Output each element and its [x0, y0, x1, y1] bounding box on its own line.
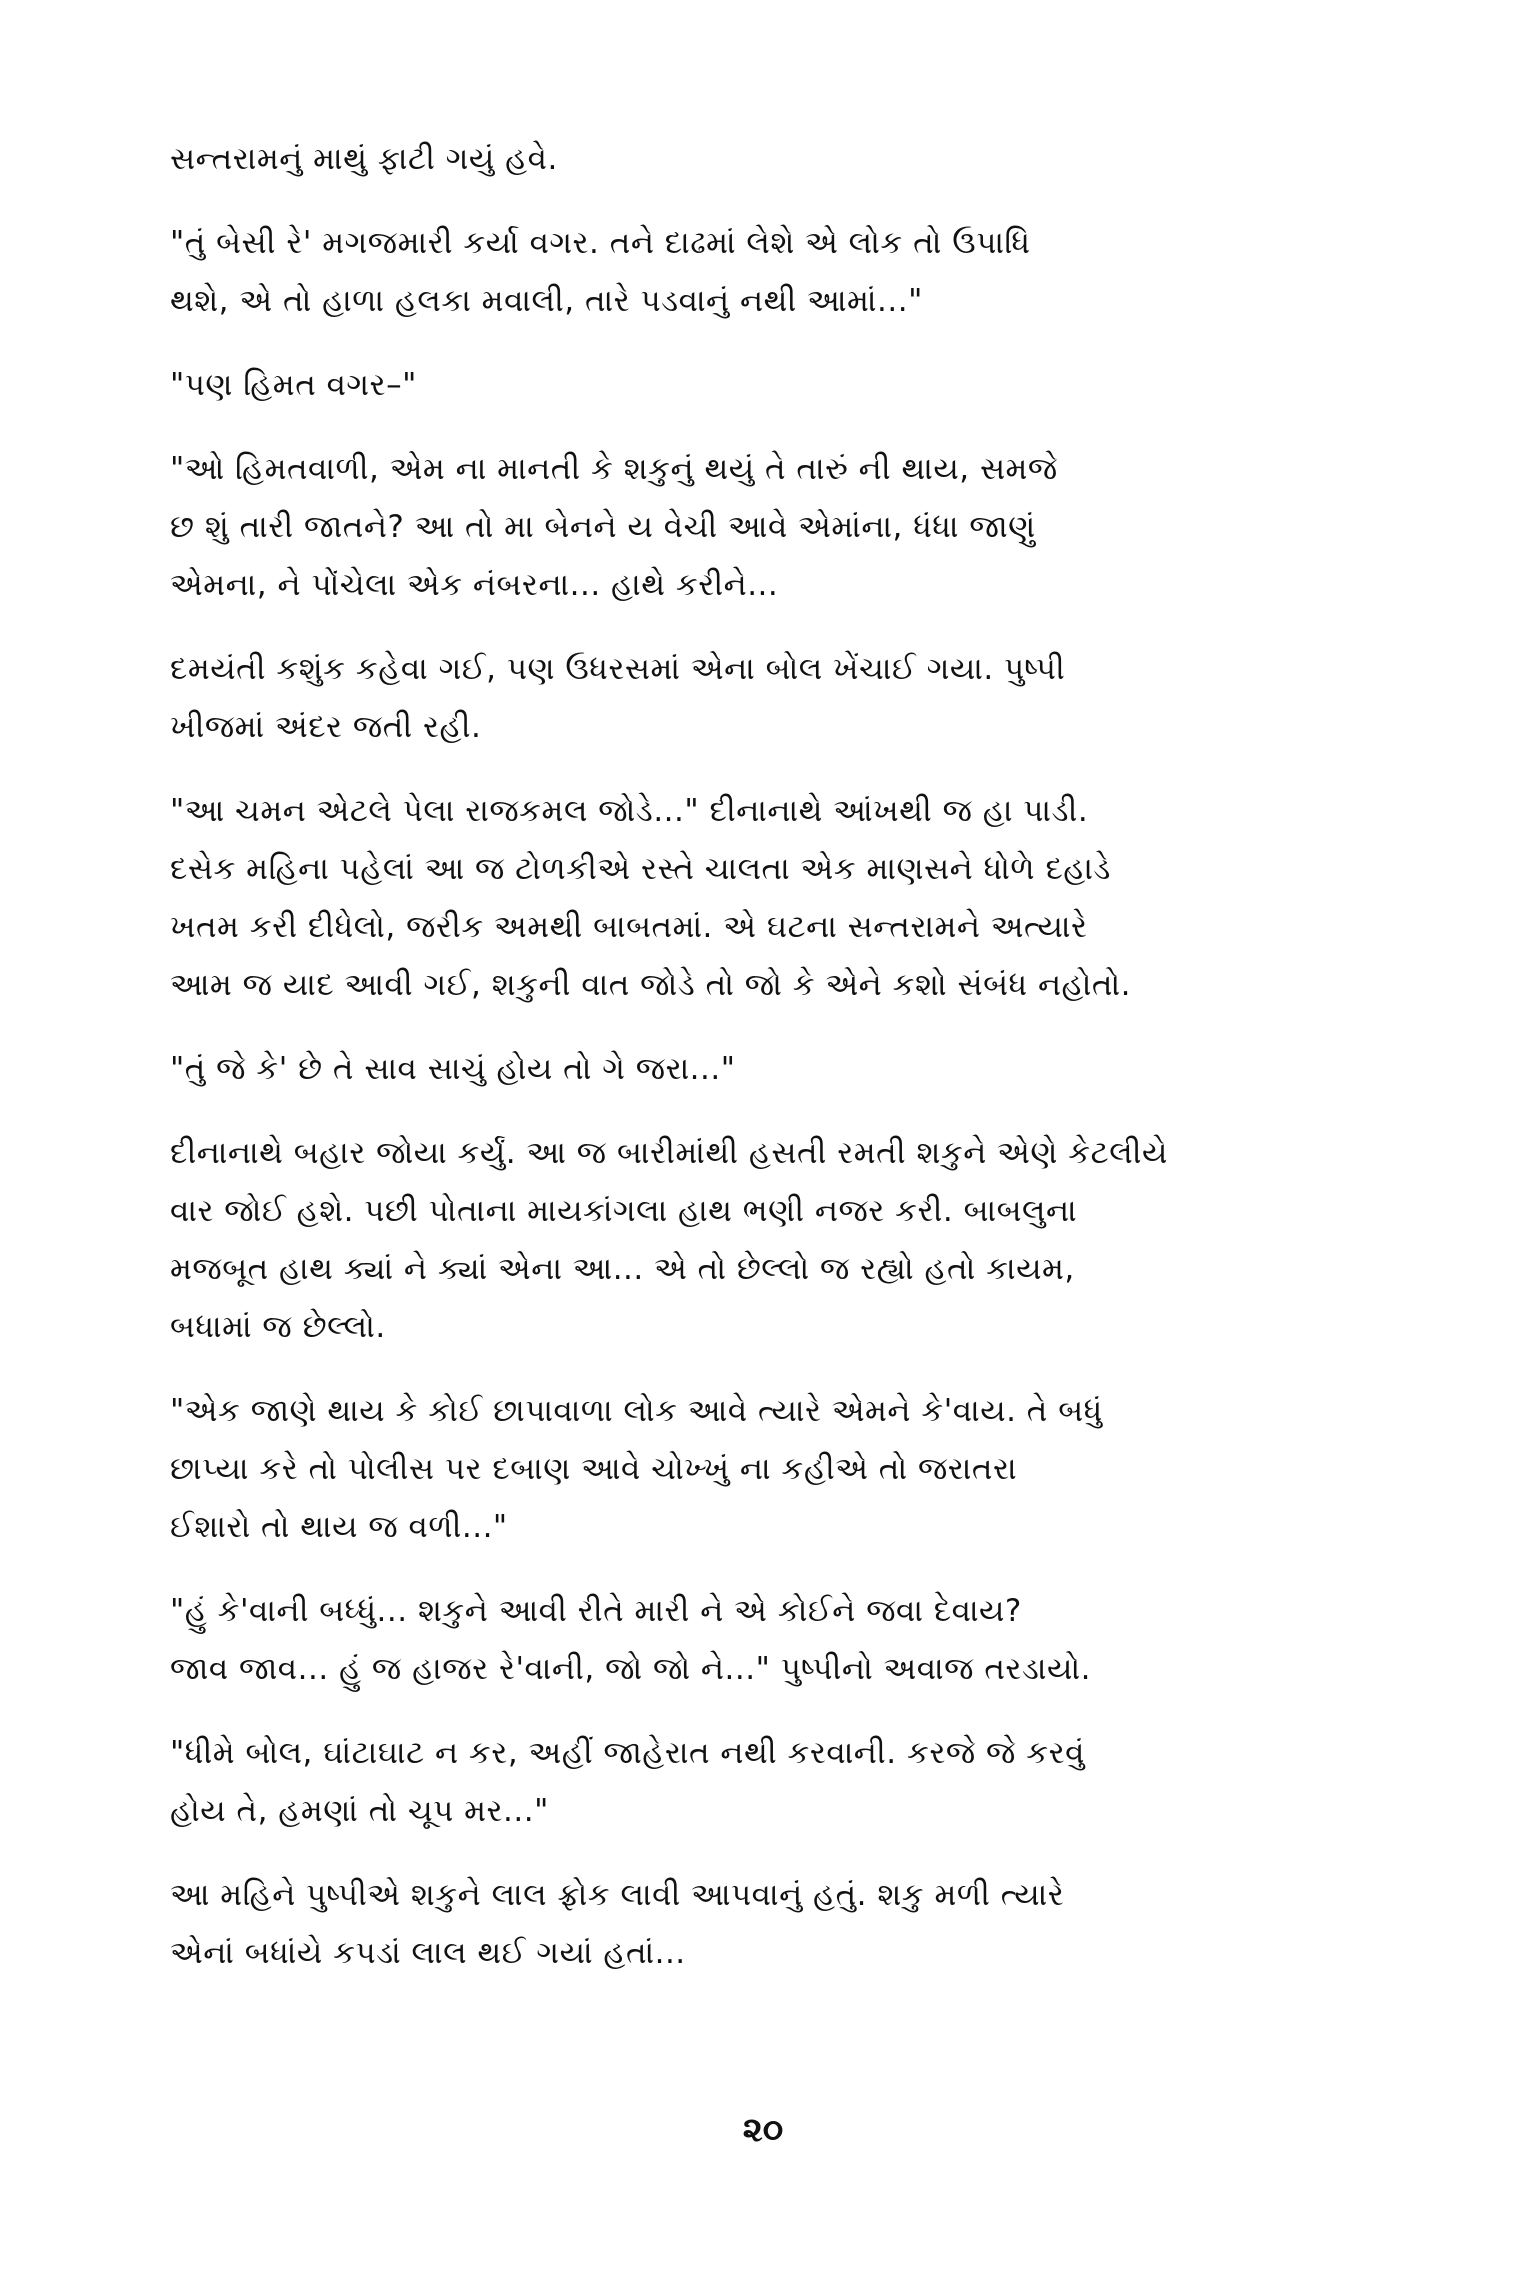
paragraph-5: દમયંતી કશુંક કહેવા ગઈ, પણ ઉધરસમાં એના બોલ ખેંચાઈ ગયા. પુષ્પી ખીજમાં અંદર જતી રહી. [170, 651, 1066, 745]
page-body-text [170, 130, 1360, 2008]
page-number: ૨૦ [742, 2110, 784, 2150]
paragraph-3: "પણ હિમત વગર–" [170, 367, 417, 403]
paragraph-9: "એક જાણે થાય કે કોઈ છાપાવાળા લોક આવે ત્યારે એમને કે'વાય. તે બધું છાપ્યા કરે તો પોલીસ પર દબાણ આવે ચોખ્ખું ના કહીએ તો જરાતરા ઈશારો તો થાય જ વળી..." [170, 1393, 1103, 1545]
paragraph-10: "હું કે'વાની બધ્ધું... શકુને આવી રીતે મારી ને એ કોઈને જવા દેવાય? જાવ જાવ... હું જ હાજર રે'વાની, જો જો ને..." પુષ્પીનો અવાજ તરડાયો. [170, 1593, 1092, 1687]
paragraph-4: "ઓ હિમતવાળી, એમ ના માનતી કે શકુનું થયું તે તારું ની થાય, સમજે છ શું તારી જાતને? આ તો મા બેનને ય વેચી આવે એમાંના, ધંધા જાણું એમના, ને પોંચેલા એક નંબરના... હાથે કરીને... [170, 451, 1058, 603]
paragraph-7: "તું જે કે' છે તે સાવ સાચું હોય તો ગે જરા..." [170, 1051, 736, 1087]
paragraph-12: આ મહિને પુષ્પીએ શકુને લાલ ફ્રોક લાવી આપવાનું હતું. શકુ મળી ત્યારે એનાં બધાંયે કપડાં લાલ થઈ ગયાં હતાં... [170, 1877, 1065, 1971]
paragraph-6: "આ ચમન એટલે પેલા રાજકમલ જોડે..." દીનાનાથે આંખથી જ હા પાડી. દસેક મહિના પહેલાં આ જ ટોળકીએ રસ્તે ચાલતા એક માણસને ધોળે દહાડે ખતમ કરી દીધેલો, જરીક અમથી બાબતમાં. એ ઘટના સન્તરામને અત્યારે આમ જ યાદ આવી ગઈ, શકુની વાત જોડે તો જો કે એને કશો સંબંધ નહોતો. [170, 793, 1131, 1003]
paragraph-8: દીનાનાથે બહાર જોયા કર્યું. આ જ બારીમાંથી હસતી રમતી શકુને એણે કેટલીયે વાર જોઈ હશે. પછી પોતાના માયકાંગલા હાથ ભણી નજર કરી. બાબલુના મજબૂત હાથ ક્યાં ને ક્યાં એના આ... એ તો છેલ્લો જ રહ્યો હતો કાયમ, બધામાં જ છેલ્લો. [170, 1135, 1168, 1345]
paragraph-1: સન્તરામનું માથું ફાટી ગયું હવે. [170, 141, 558, 177]
paragraph-11: "ધીમે બોલ, ઘાંટાઘાટ ન કર, અહીં જાહેરાત નથી કરવાની. કરજે જે કરવું હોય તે, હમણાં તો ચૂપ મર..." [170, 1735, 1085, 1829]
paragraph-2: "તું બેસી રે' મગજમારી કર્યા વગર. તને દાઢમાં લેશે એ લોક તો ઉપાધિ થશે, એ તો હાળા હલકા મવાલી, તારે પડવાનું નથી આમાં..." [170, 225, 1031, 319]
